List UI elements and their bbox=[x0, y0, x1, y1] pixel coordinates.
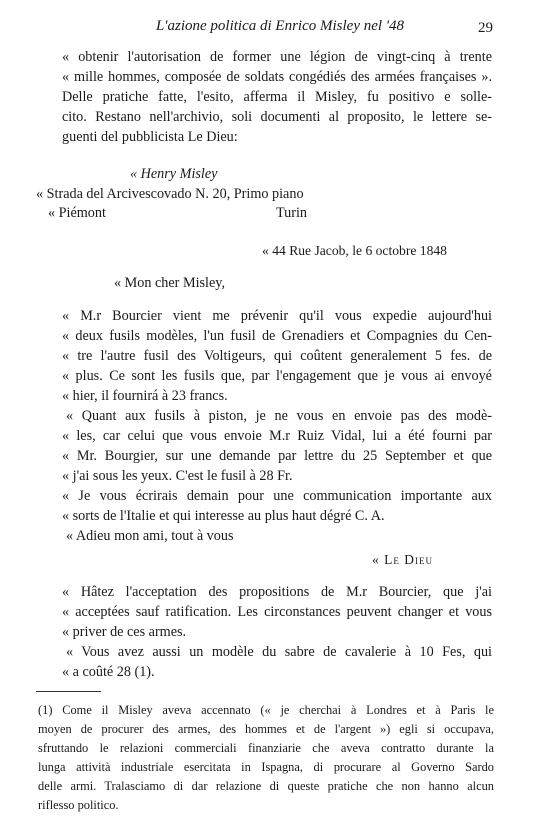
letter-line: « plus. Ce sont les fusils que, par l'engagement que je vous ai envoyé bbox=[62, 368, 492, 384]
address-street: « Strada del Arcivescovado N. 20, Primo piano bbox=[36, 186, 304, 202]
footnote-line: lunga attività industriale esercitata in Ispagna, di procurare al Governo Sardo bbox=[38, 760, 494, 774]
letter-line: « Mr. Bourgier, sur une demande par lettre du 25 September et que bbox=[62, 448, 492, 464]
letter-line: « a coûté 28 (1). bbox=[62, 664, 155, 680]
letter-line: « priver de ces armes. bbox=[62, 624, 187, 640]
text-line: cito. Restano nell'archivio, soli documenti al proposito, le lettere se- bbox=[62, 109, 492, 125]
text-line: guenti del pubblicista Le Dieu: bbox=[62, 129, 238, 145]
running-title: L'azione politica di Enrico Misley nel '48 bbox=[155, 18, 405, 34]
letter-line: « deux fusils modèles, l'un fusil de Grenadiers et Compagnies du Cen- bbox=[62, 328, 492, 344]
salutation: « Mon cher Misley, bbox=[114, 275, 225, 291]
letter-line: « Hâtez l'acceptation des propositions de M.r Bourcier, que j'ai bbox=[62, 584, 492, 600]
letter-line: « sorts de l'Italie et qui interesse au plus haut dégré C. A. bbox=[62, 508, 385, 524]
letter-line: « Adieu mon ami, tout à vous bbox=[66, 528, 234, 544]
footnote-line: sfruttando le relazioni commerciali finanziarie che aveva contratto durante la bbox=[38, 741, 494, 755]
address-city: Turin bbox=[276, 205, 308, 221]
letter-line: « les, car celui que vous envoie M.r Ruiz Vidal, lui a été fourni par bbox=[62, 428, 492, 444]
address-name: « Henry Misley bbox=[130, 166, 218, 182]
text-line: « mille hommes, composée de soldats congédiés des armées françaises ». bbox=[62, 69, 492, 85]
page-number: 29 bbox=[478, 20, 493, 36]
text-line: « obtenir l'autorisation de former une légion de vingt-cinq à trente bbox=[62, 49, 492, 65]
letter-line: « j'ai sous les yeux. C'est le fusil à 28 Fr. bbox=[62, 468, 293, 484]
letter-line: « Quant aux fusils à piston, je ne vous en envoie pas des modè- bbox=[66, 408, 492, 424]
letter-line: « Je vous écrirais demain pour une communication importante aux bbox=[62, 488, 492, 504]
footnote-rule bbox=[36, 691, 101, 692]
footnote-line: delle armi. Tralasciamo di dar relazione di queste pratiche che non hanno alcun bbox=[38, 779, 494, 793]
footnote-line: (1) Come il Misley aveva accennato (« je cherchai à Londres et à Paris le bbox=[38, 703, 494, 717]
letter-line: « Vous avez aussi un modèle du sabre de cavalerie à 10 Fes, qui bbox=[66, 644, 492, 660]
text-line: Delle pratiche fatte, l'esito, afferma il Misley, fu positivo e solle- bbox=[62, 89, 492, 105]
letter-line: « tre l'autre fusil des Voltigeurs, qui coûtent generalement 5 fes. de bbox=[62, 348, 492, 364]
address-region: « Piémont bbox=[48, 205, 106, 221]
letter-line: « M.r Bourcier vient me prévenir qu'il vous expedie aujourd'hui bbox=[62, 308, 492, 324]
letter-line: « acceptées sauf ratification. Les circonstances peuvent changer et vous bbox=[62, 604, 492, 620]
dateline: « 44 Rue Jacob, le 6 octobre 1848 bbox=[262, 243, 447, 258]
letter-line: « hier, il fournirá à 23 francs. bbox=[62, 388, 228, 404]
signature: « Le Dieu bbox=[372, 552, 433, 567]
footnote-line: riflesso politico. bbox=[38, 798, 119, 812]
footnote-line: moyen de procurer des armes, des hommes et de l'argent ») egli si occupava, bbox=[38, 722, 494, 736]
